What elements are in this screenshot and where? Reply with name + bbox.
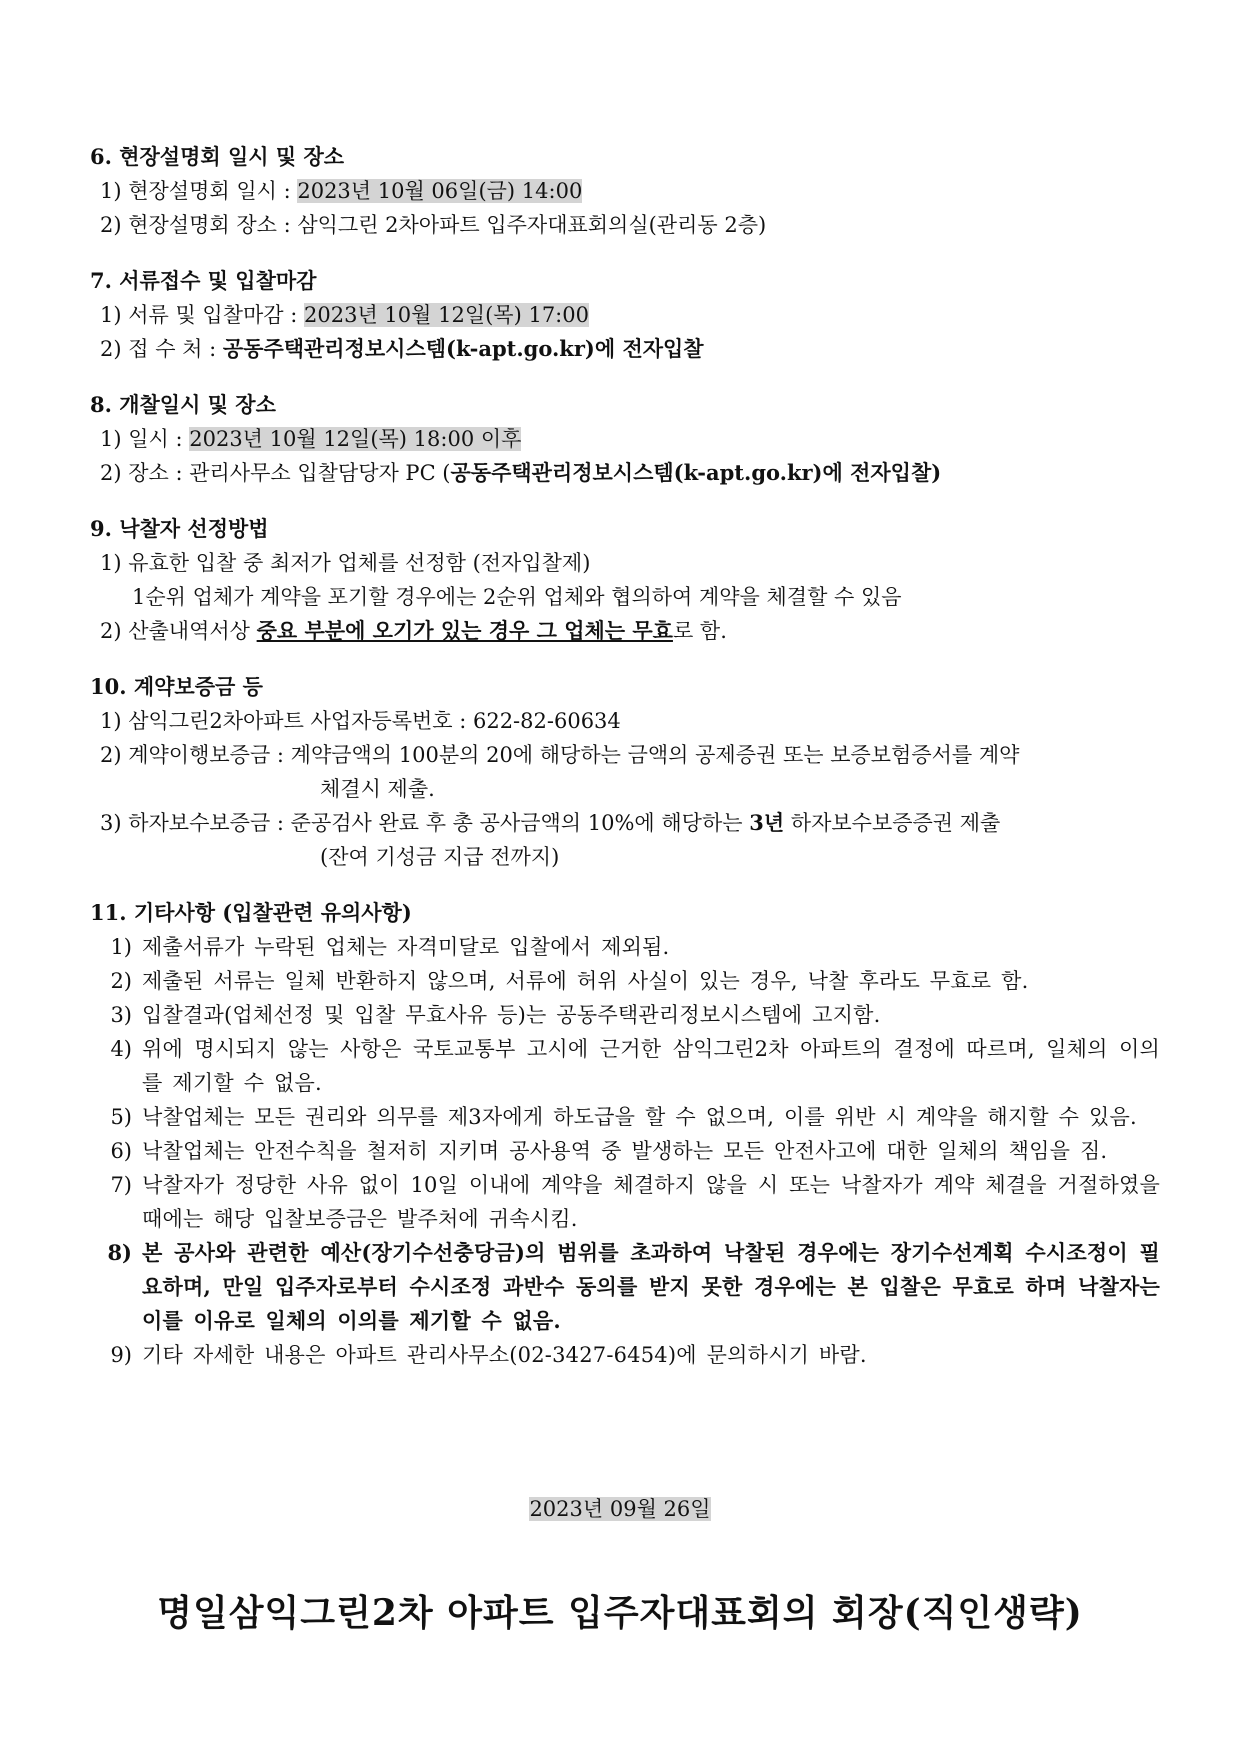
list-item [90, 998, 1160, 1032]
list-number: 3) [110, 1003, 132, 1027]
signature-line: 명일삼익그린2차 아파트 입주자대표회의 회장(직인생략) [157, 1592, 1083, 1634]
section-8 [90, 388, 1160, 490]
section-6-item-2: 2) 현장설명회 장소 : 삼익그린 2차아파트 입주자대표회의실(관리동 2층) [100, 213, 767, 237]
list-text: 낙찰업체는 모든 권리와 의무를 제3자에게 하도급을 할 수 없으며, 이를 위반 시 계약을 해지할 수 있음. [142, 1105, 1137, 1129]
item-label: 2) 산출내역서상 [100, 619, 257, 643]
list-item [90, 1338, 1160, 1372]
list-text: 위에 명시되지 않는 사항은 국토교통부 고시에 근거한 삼익그린2차 아파트의 결정에 따르며, 일체의 이의를 제기할 수 없음. [142, 1037, 1160, 1095]
section-8-heading: 8. 개찰일시 및 장소 [90, 392, 276, 417]
section-9-item-2 [90, 614, 1160, 648]
list-number: 5) [110, 1105, 132, 1129]
list-item [90, 1032, 1160, 1100]
item-label: 3) 하자보수보증금 : 준공검사 완료 후 총 공사금액의 10%에 해당하는 [100, 811, 750, 835]
list-text: 낙찰업체는 안전수칙을 철저히 지키며 공사용역 중 발생하는 모든 안전사고에 대한 일체의 책임을 짐. [142, 1139, 1108, 1163]
section-10-item-3 [90, 806, 1160, 840]
highlighted-datetime: 2023년 10월 12일(목) 17:00 [304, 303, 589, 327]
section-9-item-1: 1) 유효한 입찰 중 최저가 업체를 선정함 (전자입찰제) [100, 551, 591, 575]
bold-value: 공동주택관리정보시스템(k-apt.go.kr)에 전자입찰) [450, 460, 942, 485]
section-11-heading: 11. 기타사항 (입찰관련 유의사항) [90, 900, 412, 925]
bold-value: 공동주택관리정보시스템(k-apt.go.kr)에 전자입찰 [222, 336, 704, 361]
list-item [90, 1236, 1160, 1338]
section-10-item-3-continuation: (잔여 기성금 지급 전까지) [320, 845, 560, 869]
date-text: 2023년 09월 26일 [529, 1497, 711, 1521]
section-10-heading: 10. 계약보증금 등 [90, 674, 263, 699]
highlighted-datetime: 2023년 10월 12일(목) 18:00 이후 [189, 427, 522, 451]
section-8-item-1 [90, 422, 1160, 456]
list-item [90, 1168, 1160, 1236]
list-item [90, 930, 1160, 964]
item-label: 2) 접 수 처 : [100, 337, 223, 361]
highlighted-datetime: 2023년 10월 06일(금) 14:00 [297, 179, 583, 203]
document-body [90, 140, 1160, 1394]
section-6-heading: 6. 현장설명회 일시 및 장소 [90, 144, 345, 169]
list-text: 제출서류가 누락된 업체는 자격미달로 입찰에서 제외됨. [142, 935, 670, 959]
section-9-item-1-continuation: 1순위 업체가 계약을 포기할 경우에는 2순위 업체와 협의하여 계약을 체결할 수 있음 [132, 585, 902, 609]
section-10-item-2-continuation: 체결시 제출. [320, 777, 435, 801]
list-number: 6) [110, 1139, 132, 1163]
list-number: 4) [110, 1037, 132, 1061]
list-text: 입찰결과(업체선정 및 입찰 무효사유 등)는 공동주택관리정보시스템에 고지함. [142, 1003, 881, 1027]
section-10-item-2: 2) 계약이행보증금 : 계약금액의 100분의 20에 해당하는 금액의 공제증권 또는 보증보험증서를 계약 [100, 743, 1020, 767]
item-suffix: 로 함. [672, 619, 727, 643]
section-6-item-1 [90, 174, 1160, 208]
list-number: 7) [110, 1173, 132, 1197]
section-8-item-2 [90, 456, 1160, 490]
section-10-item-1: 1) 삼익그린2차아파트 사업자등록번호 : 622-82-60634 [100, 709, 621, 733]
list-number: 8) [107, 1240, 132, 1265]
list-text: 제출된 서류는 일체 반환하지 않으며, 서류에 허위 사실이 있는 경우, 낙찰 후라도 무효로 함. [142, 969, 1029, 993]
list-number: 2) [110, 969, 132, 993]
document-date [0, 1493, 1240, 1523]
list-text: 본 공사와 관련한 예산(장기수선충당금)의 범위를 초과하여 낙찰된 경우에는 장기수선계획 수시조정이 필요하며, 만일 입주자로부터 수시조정 과반수 동의를 받지 못한 경우에는 본 입찰은 무효로 하며 낙찰자는 이를 이유로 일체의 이의를 제기할 수 없음. [142, 1240, 1160, 1333]
bold-value: 3년 [749, 810, 785, 835]
item-label: 1) 일시 : [100, 427, 190, 451]
item-label: 1) 서류 및 입찰마감 : [100, 303, 305, 327]
underlined-emphasis: 중요 부분에 오기가 있는 경우 그 업체는 무효 [256, 618, 673, 643]
item-label: 1) 현장설명회 일시 : [100, 179, 298, 203]
section-7-item-2 [90, 332, 1160, 366]
section-7-heading: 7. 서류접수 및 입찰마감 [90, 268, 317, 293]
item-label: 2) 장소 : 관리사무소 입찰담당자 PC ( [100, 461, 451, 485]
section-11 [90, 896, 1160, 1372]
section-7 [90, 264, 1160, 366]
list-item [90, 964, 1160, 998]
section-9 [90, 512, 1160, 648]
section-7-item-1 [90, 298, 1160, 332]
list-text: 기타 자세한 내용은 아파트 관리사무소(02-3427-6454)에 문의하시기 바람. [142, 1343, 867, 1367]
list-item [90, 1100, 1160, 1134]
item-suffix: 하자보수보증증권 제출 [784, 811, 1001, 835]
list-item [90, 1134, 1160, 1168]
list-number: 9) [110, 1343, 132, 1367]
section-9-heading: 9. 낙찰자 선정방법 [90, 516, 269, 541]
section-10 [90, 670, 1160, 874]
list-text: 낙찰자가 정당한 사유 없이 10일 이내에 계약을 체결하지 않을 시 또는 낙찰자가 계약 체결을 거절하였을 때에는 해당 입찰보증금은 발주처에 귀속시킴. [142, 1173, 1160, 1231]
list-number: 1) [110, 935, 132, 959]
section-6 [90, 140, 1160, 242]
